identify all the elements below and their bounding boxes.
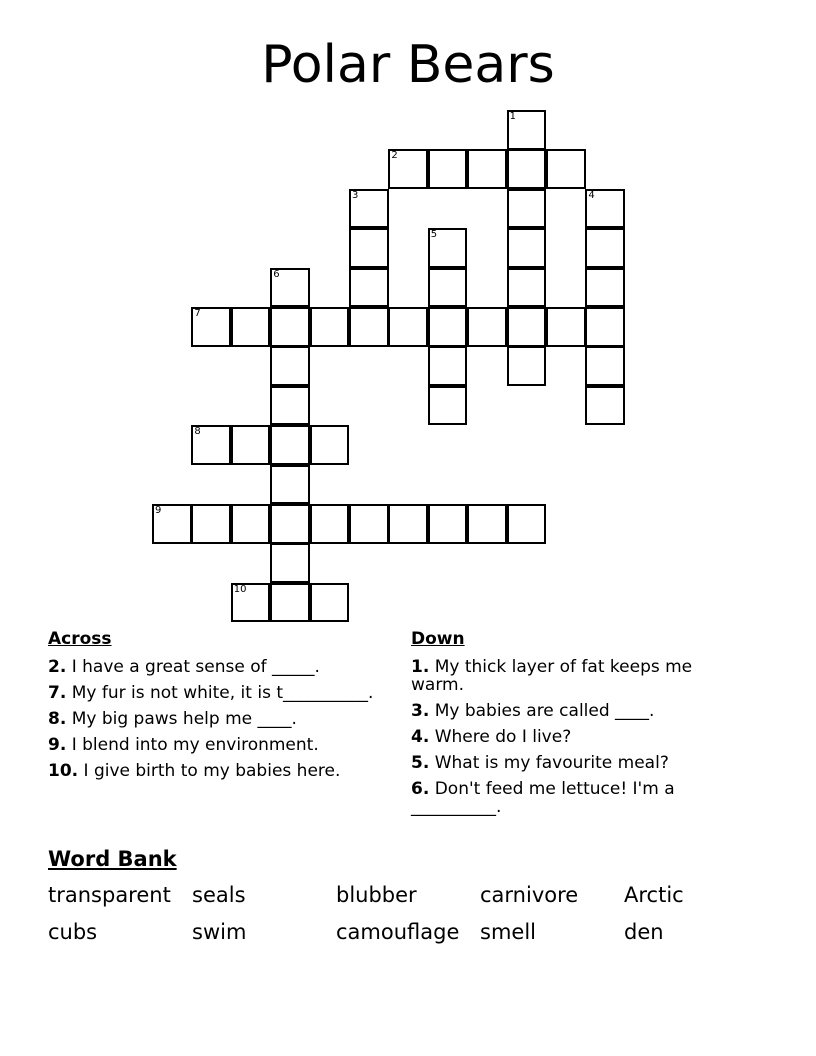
clue-down-5: 5. What is my favourite meal? bbox=[411, 753, 669, 773]
clue-down-6: 6. Don't feed me lettuce! I'm a __________. bbox=[411, 779, 675, 817]
word-bank-item: den bbox=[624, 920, 664, 944]
crossword-cell[interactable] bbox=[231, 583, 271, 623]
crossword-cell[interactable] bbox=[231, 425, 271, 465]
word-bank-item: Arctic bbox=[624, 883, 684, 907]
crossword-cell[interactable] bbox=[152, 504, 192, 544]
crossword-cell[interactable] bbox=[546, 307, 586, 347]
crossword-cell[interactable] bbox=[428, 268, 468, 308]
crossword-cell[interactable] bbox=[388, 149, 428, 189]
crossword-cell[interactable] bbox=[270, 583, 310, 623]
clue-number: 9 bbox=[155, 505, 162, 516]
crossword-cell[interactable] bbox=[270, 504, 310, 544]
crossword-cell[interactable] bbox=[507, 268, 547, 308]
crossword-cell[interactable] bbox=[585, 268, 625, 308]
crossword-cell[interactable] bbox=[270, 386, 310, 426]
word-bank-item: transparent bbox=[48, 883, 171, 907]
down-heading: Down bbox=[411, 629, 465, 649]
crossword-cell[interactable] bbox=[270, 268, 310, 308]
crossword-cell[interactable] bbox=[507, 307, 547, 347]
crossword-cell[interactable] bbox=[191, 425, 231, 465]
page-title: Polar Bears bbox=[261, 35, 555, 95]
crossword-cell[interactable] bbox=[191, 307, 231, 347]
crossword-cell[interactable] bbox=[310, 307, 350, 347]
crossword-cell[interactable] bbox=[585, 307, 625, 347]
clue-across-2: 2. I have a great sense of _____. bbox=[48, 657, 320, 677]
crossword-cell[interactable] bbox=[428, 346, 468, 386]
word-bank-item: carnivore bbox=[480, 883, 579, 907]
clue-across-10: 10. I give birth to my babies here. bbox=[48, 761, 341, 781]
clue-across-8: 8. My big paws help me ____. bbox=[48, 709, 297, 729]
crossword-cell[interactable] bbox=[349, 268, 389, 308]
clue-down-4: 4. Where do I live? bbox=[411, 727, 572, 747]
clue-number: 1 bbox=[509, 111, 516, 122]
crossword-cell[interactable] bbox=[467, 307, 507, 347]
clue-number: 10 bbox=[233, 583, 247, 595]
crossword-cell[interactable] bbox=[507, 149, 547, 189]
crossword-cell[interactable] bbox=[349, 307, 389, 347]
crossword-cell[interactable] bbox=[467, 504, 507, 544]
clue-number: 5 bbox=[430, 229, 438, 241]
word-bank-item: swim bbox=[192, 920, 247, 944]
crossword-cell[interactable] bbox=[270, 465, 310, 505]
crossword-cell[interactable] bbox=[310, 425, 350, 465]
word-bank bbox=[48, 880, 768, 948]
clue-down-1: 1. My thick layer of fat keeps me warm. bbox=[411, 657, 693, 695]
across-clues bbox=[48, 628, 383, 780]
crossword-cell[interactable] bbox=[507, 110, 547, 150]
crossword-cell[interactable] bbox=[428, 504, 468, 544]
word-bank-item: blubber bbox=[336, 883, 417, 907]
clue-across-9: 9. I blend into my environment. bbox=[48, 735, 319, 755]
crossword-cell[interactable] bbox=[349, 189, 389, 229]
clue-number: 4 bbox=[588, 189, 595, 201]
word-bank-item: seals bbox=[192, 883, 246, 907]
crossword-cell[interactable] bbox=[507, 346, 547, 386]
crossword-cell[interactable] bbox=[428, 149, 468, 189]
crossword-cell[interactable] bbox=[585, 228, 625, 268]
crossword-cell[interactable] bbox=[349, 228, 389, 268]
crossword-cell[interactable] bbox=[231, 307, 271, 347]
down-clues bbox=[411, 628, 741, 816]
clue-number: 6 bbox=[273, 268, 280, 280]
crossword-cell[interactable] bbox=[507, 189, 547, 229]
word-bank-heading: Word Bank bbox=[48, 847, 177, 871]
word-bank-item: camouflage bbox=[336, 920, 460, 944]
clue-down-3: 3. My babies are called ____. bbox=[411, 701, 655, 721]
crossword-cell[interactable] bbox=[546, 149, 586, 189]
crossword-cell[interactable] bbox=[467, 149, 507, 189]
crossword-cell[interactable] bbox=[585, 189, 625, 229]
crossword-cell[interactable] bbox=[270, 346, 310, 386]
crossword-cell[interactable] bbox=[310, 504, 350, 544]
clue-across-7: 7. My fur is not white, it is t__________. bbox=[48, 683, 374, 703]
crossword-cell[interactable] bbox=[349, 504, 389, 544]
clue-number: 3 bbox=[352, 189, 359, 201]
crossword-cell[interactable] bbox=[270, 543, 310, 583]
crossword-cell[interactable] bbox=[270, 307, 310, 347]
crossword-cell[interactable] bbox=[310, 583, 350, 623]
crossword-cell[interactable] bbox=[428, 228, 468, 268]
crossword-cell[interactable] bbox=[191, 504, 231, 544]
crossword-cell[interactable] bbox=[507, 228, 547, 268]
word-bank-item: smell bbox=[480, 920, 536, 944]
crossword-cell[interactable] bbox=[585, 346, 625, 386]
crossword-cell[interactable] bbox=[270, 425, 310, 465]
crossword-cell[interactable] bbox=[428, 307, 468, 347]
across-heading: Across bbox=[48, 629, 112, 649]
clue-number: 2 bbox=[391, 150, 398, 162]
crossword-cell[interactable] bbox=[231, 504, 271, 544]
clue-number: 8 bbox=[194, 426, 201, 438]
crossword-cell[interactable] bbox=[585, 386, 625, 426]
crossword-cell[interactable] bbox=[388, 504, 428, 544]
crossword-cell[interactable] bbox=[388, 307, 428, 347]
crossword-cell[interactable] bbox=[428, 386, 468, 426]
word-bank-item: cubs bbox=[48, 920, 98, 944]
crossword-cell[interactable] bbox=[507, 504, 547, 544]
clue-number: 7 bbox=[194, 308, 201, 319]
